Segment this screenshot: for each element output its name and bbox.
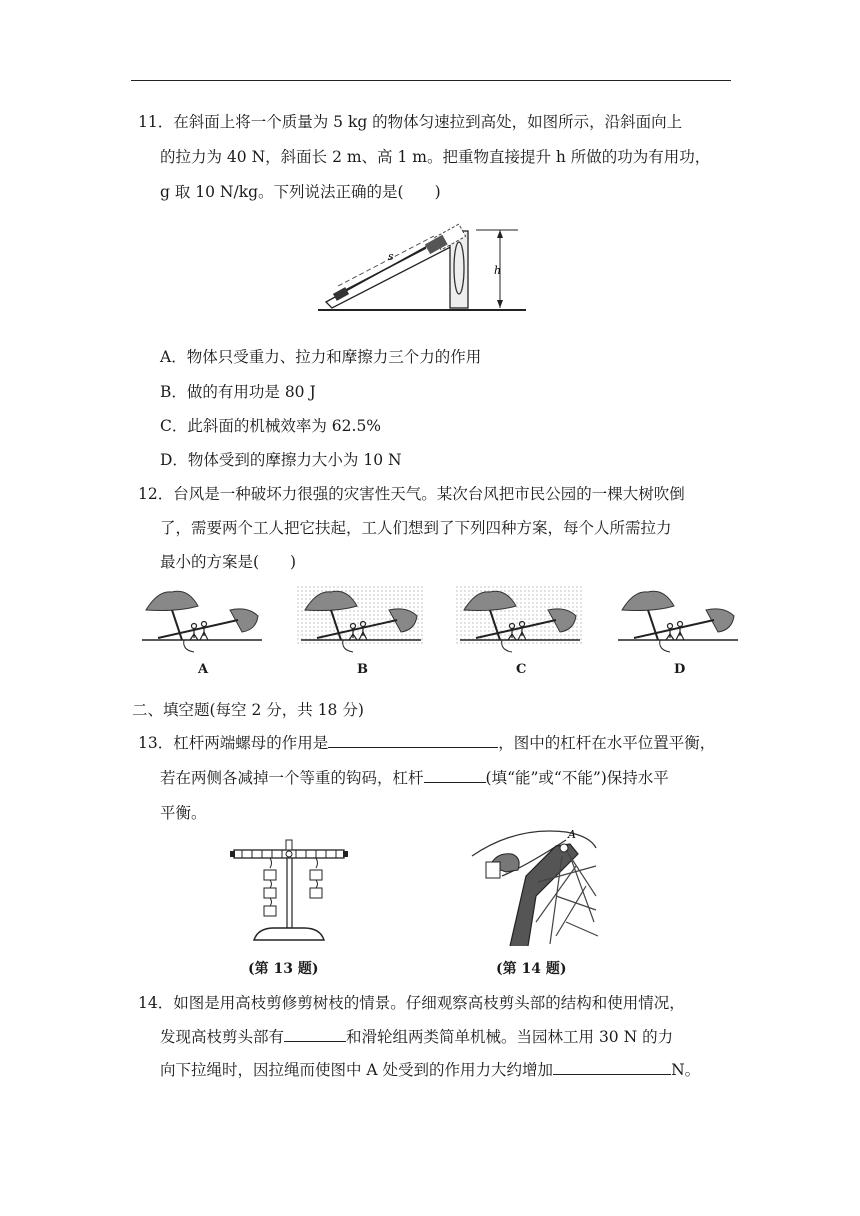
top-rule — [131, 80, 731, 81]
q14-text-d: N。 — [671, 1061, 701, 1079]
incline-label-s: s — [388, 250, 394, 263]
q13-line-3: 平衡。 — [160, 804, 207, 822]
incline-figure — [318, 208, 528, 314]
tree-scheme-b — [297, 586, 423, 660]
q13-line-2 — [160, 768, 669, 788]
q11-option-a: A．物体只受重力、拉力和摩擦力三个力的作用 — [160, 348, 482, 366]
q13-text-b: ，图中的杠杆在水平位置平衡， — [498, 734, 716, 752]
q13-text-c: 若在两侧各减掉一个等重的钩码，杠杆 — [160, 769, 424, 787]
q13-answer-blank-1[interactable] — [328, 733, 498, 748]
q12-line-1: 12．台风是一种破坏力很强的灾害性天气。某次台风把市民公园的一棵大树吹倒 — [138, 485, 685, 503]
lever-figure — [228, 838, 352, 946]
tree-scheme-label-c: C — [516, 662, 527, 677]
q13-figure-caption: (第 13 题) — [248, 961, 319, 977]
q11-option-c: C．此斜面的机械效率为 62.5% — [160, 417, 382, 435]
pruner-label-a: A — [568, 828, 576, 841]
tree-scheme-d — [614, 586, 740, 660]
incline-label-h: h — [494, 264, 502, 277]
tree-scheme-label-a: A — [198, 662, 209, 677]
q14-text-a: 发现高枝剪头部有 — [160, 1028, 285, 1046]
q13-answer-blank-2[interactable] — [424, 768, 486, 783]
q11-option-d: D．物体受到的摩擦力大小为 10 N — [160, 451, 402, 469]
q14-answer-blank-1[interactable] — [284, 1027, 346, 1042]
section-2-heading: 二、填空题(每空 2 分，共 18 分) — [132, 701, 364, 719]
q14-line-2 — [160, 1027, 673, 1047]
tree-scheme-a — [138, 586, 264, 660]
q11-line-3: g 取 10 N/kg。下列说法正确的是( ) — [160, 183, 441, 201]
q14-text-b: 和滑轮组两类简单机械。当园林工用 30 N 的力 — [346, 1028, 674, 1046]
q14-line-3 — [160, 1060, 700, 1080]
tree-scheme-label-d: D — [674, 662, 686, 677]
q11-option-b: B．做的有用功是 80 J — [160, 383, 316, 401]
q12-line-2: 了，需要两个工人把它扶起，工人们想到了下列四种方案，每个人所需拉力 — [160, 519, 672, 537]
q13-text-a: 13．杠杆两端螺母的作用是 — [138, 734, 329, 752]
pruner-figure — [466, 826, 598, 946]
tree-scheme-c — [456, 586, 582, 660]
tree-scheme-label-b: B — [357, 662, 368, 677]
q14-text-c: 向下拉绳时，因拉绳而使图中 A 处受到的作用力大约增加 — [160, 1061, 554, 1079]
q13-text-d: (填“能”或“不能”)保持水平 — [485, 769, 669, 787]
q11-line-1: 11．在斜面上将一个质量为 5 kg 的物体匀速拉到高处，如图所示，沿斜面向上 — [138, 113, 683, 131]
q14-figure-caption: (第 14 题) — [496, 961, 567, 977]
q14-line-1: 14．如图是用高枝剪修剪树枝的情景。仔细观察高枝剪头部的结构和使用情况， — [138, 994, 685, 1012]
q11-line-2: 的拉力为 40 N，斜面长 2 m、高 1 m。把重物直接提升 h 所做的功为有用功， — [160, 148, 711, 166]
q13-line-1 — [138, 733, 715, 753]
q14-answer-blank-2[interactable] — [553, 1060, 671, 1075]
q12-line-3: 最小的方案是( ) — [160, 553, 297, 571]
